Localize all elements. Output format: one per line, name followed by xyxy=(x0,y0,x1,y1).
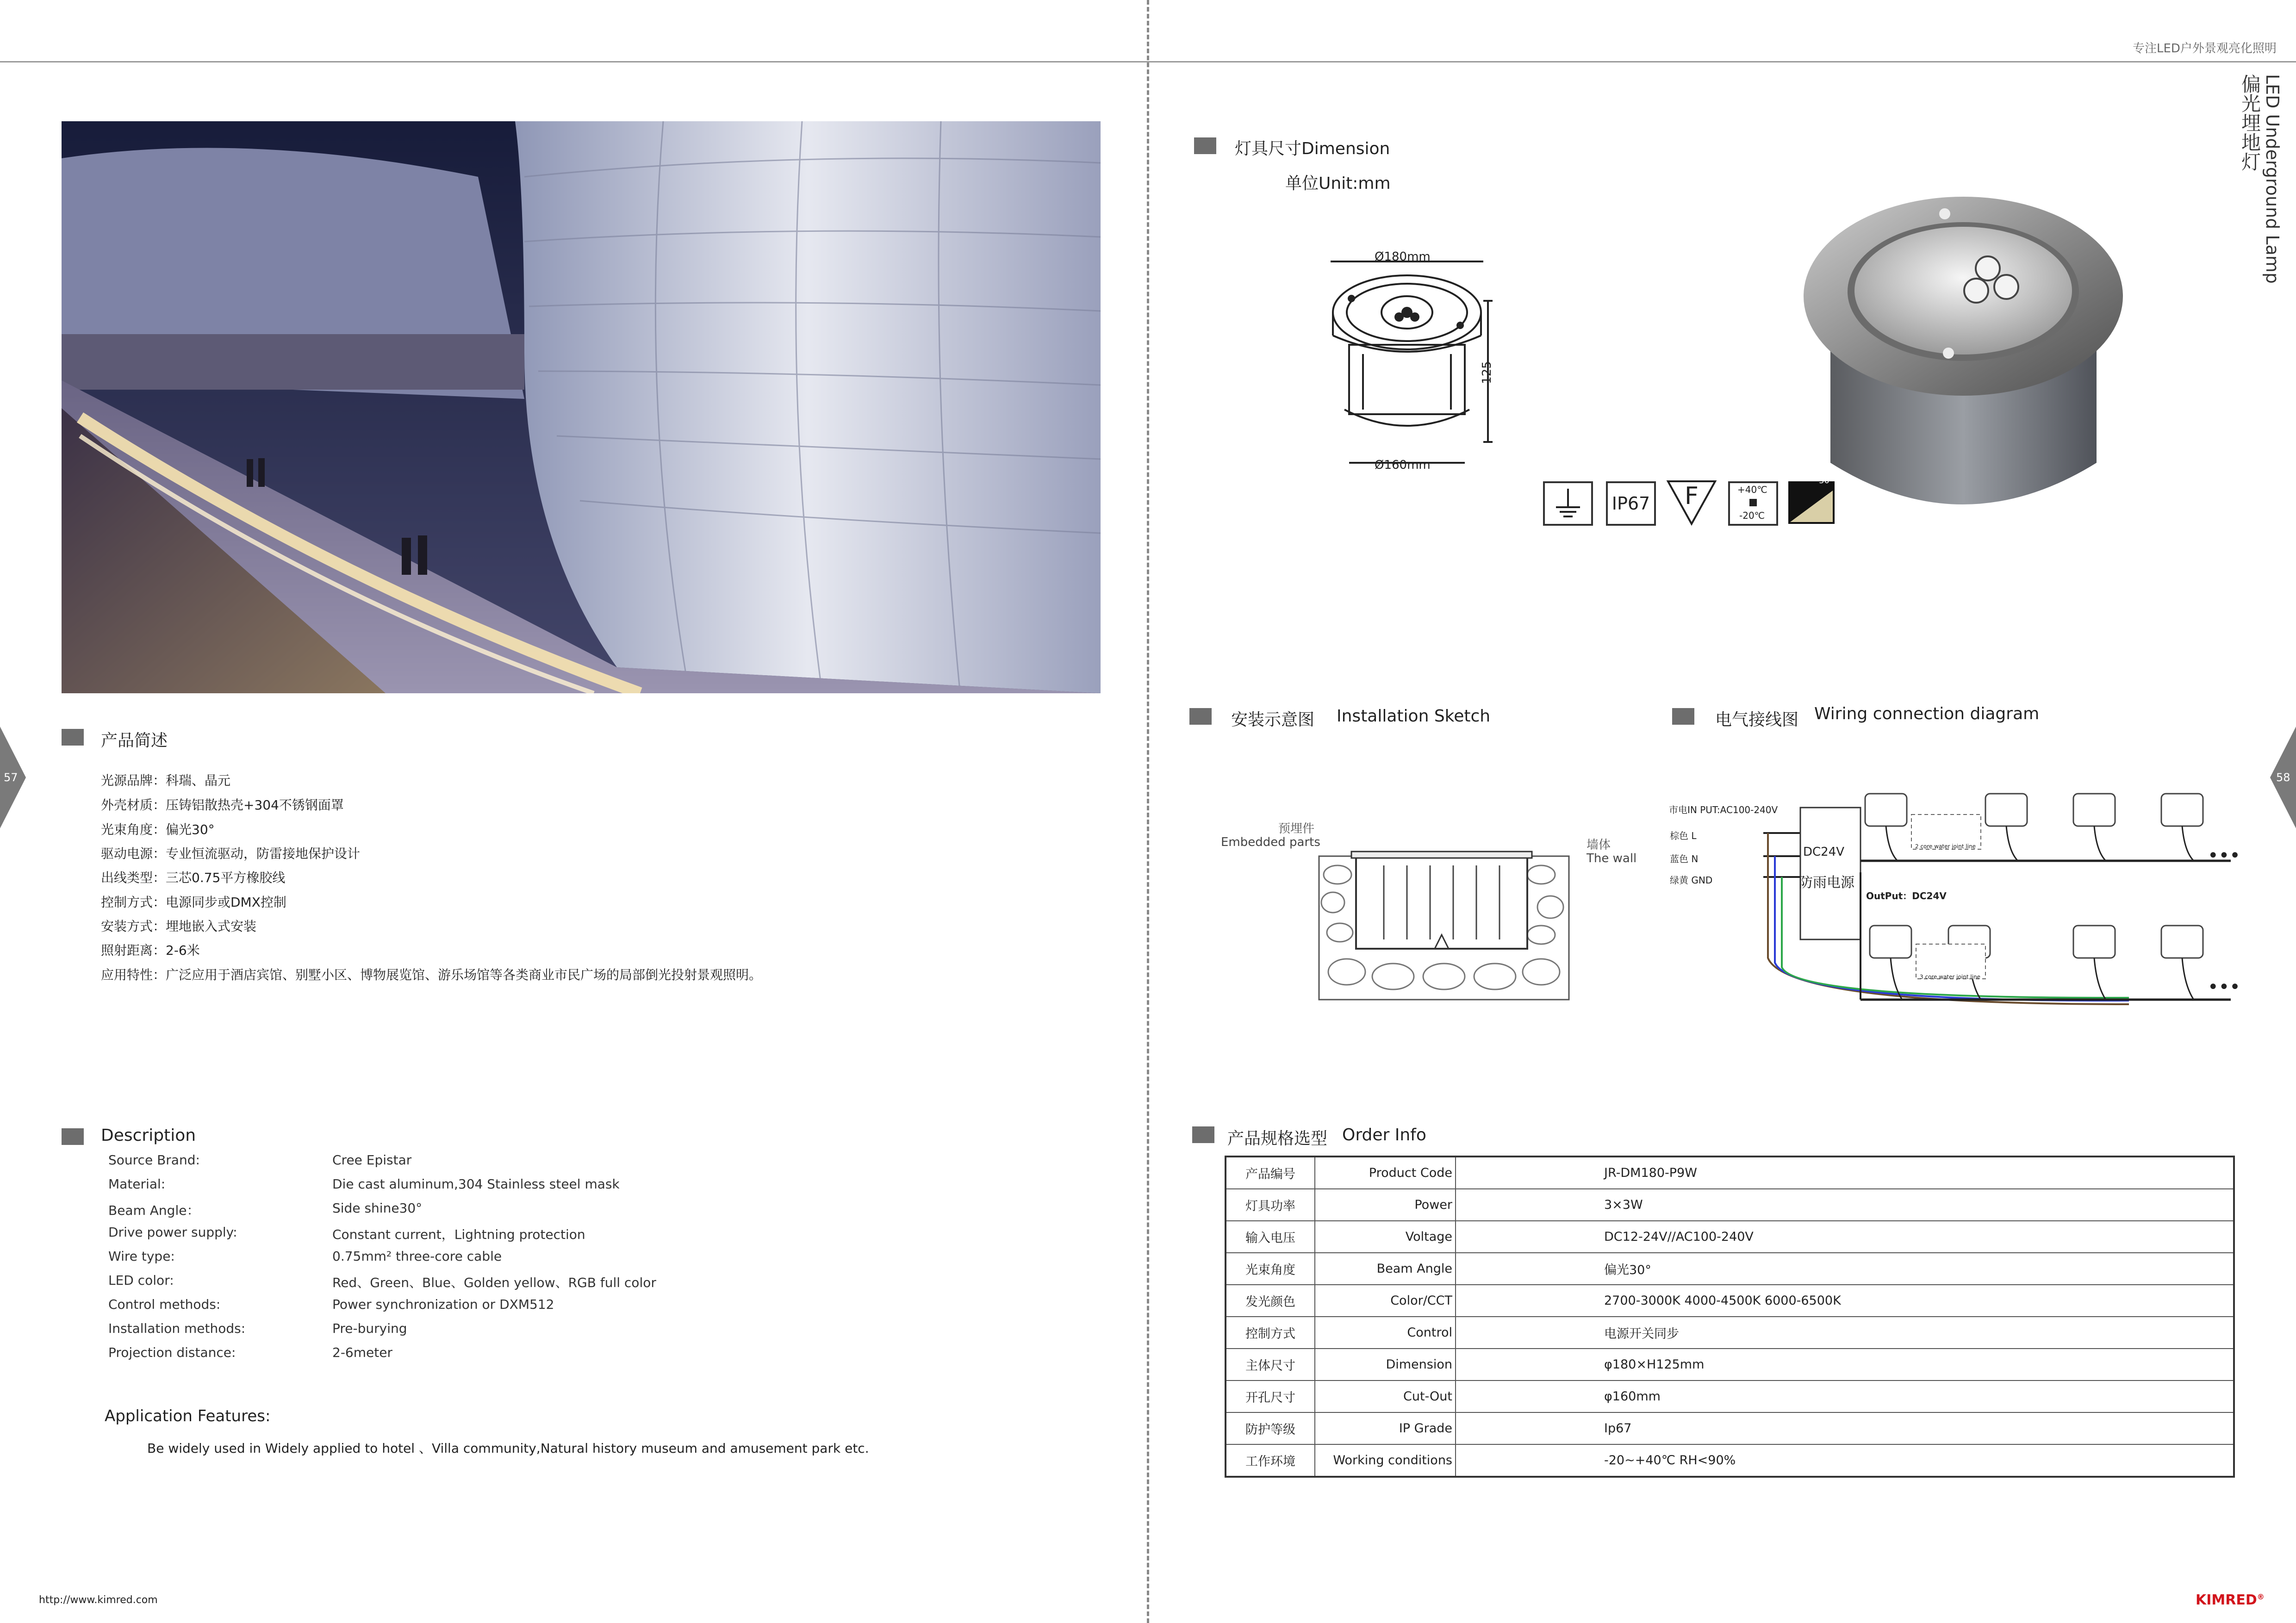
order-en: Working conditions xyxy=(1315,1444,1456,1477)
wiring-input: 市电IN PUT:AC100-240V xyxy=(1669,804,1778,815)
continuation-dots-bottom: ••• xyxy=(2208,976,2240,998)
page-number-left: 57 xyxy=(4,771,18,784)
brief-item: 出线类型：三芯0.75平方橡胶线 xyxy=(101,870,286,885)
order-en: Dimension xyxy=(1315,1349,1456,1380)
brief-item: 光束角度：偏光30° xyxy=(101,822,215,837)
order-en: Color/CCT xyxy=(1315,1285,1456,1317)
desc-label: Projection distance: xyxy=(108,1345,236,1360)
table-row xyxy=(1226,1412,2234,1444)
desc-label: Control methods: xyxy=(108,1297,221,1312)
order-value: JR-DM180-P9W xyxy=(1456,1157,2234,1189)
order-value: DC12-24V//AC100-240V xyxy=(1456,1221,2234,1253)
desc-value: Cree Epistar xyxy=(332,1152,412,1168)
brief-item: 安装方式：埋地嵌入式安装 xyxy=(101,919,257,934)
wiring-title-marker xyxy=(1672,708,1694,725)
ip67-icon xyxy=(1606,481,1656,526)
brand-mark: ® xyxy=(2257,1592,2265,1601)
order-cn: 开孔尺寸 xyxy=(1226,1380,1315,1412)
table-row xyxy=(1226,1221,2234,1253)
order-en: Control xyxy=(1315,1317,1456,1349)
desc-label: Wire type: xyxy=(108,1249,175,1264)
dimension-title: 灯具尺寸Dimension xyxy=(1235,139,1390,158)
brief-title: 产品简述 xyxy=(101,731,168,750)
desc-value: Power synchronization or DXM512 xyxy=(332,1297,554,1312)
temp-high: +40℃ xyxy=(1737,484,1767,495)
order-value: 3×3W xyxy=(1456,1189,2234,1221)
table-row xyxy=(1226,1253,2234,1285)
order-cn: 工作环境 xyxy=(1226,1444,1315,1477)
wall-en: The wall xyxy=(1587,852,1637,865)
order-value: 2700-3000K 4000-4500K 6000-6500K xyxy=(1456,1285,2234,1317)
temp-square xyxy=(1749,499,1757,506)
vertical-title-en: LED Underground Lamp xyxy=(2262,74,2283,284)
installation-title-en: Installation Sketch xyxy=(1337,707,1491,726)
dimension-bottom-diameter: Ø160mm xyxy=(1375,458,1431,472)
application-text: Be widely used in Widely applied to hotel 、Villa community,Natural history museum and amusement park etc. xyxy=(147,1441,869,1456)
center-fold xyxy=(1147,0,1149,1623)
order-en: Power xyxy=(1315,1189,1456,1221)
f-mark-label: F xyxy=(1685,482,1699,510)
desc-label: LED color: xyxy=(108,1273,174,1288)
psu-voltage: DC24V xyxy=(1803,845,1845,859)
order-title-en: Order Info xyxy=(1342,1126,1426,1144)
brief-title-marker xyxy=(62,729,84,746)
desc-value: Constant current，Lightning protection xyxy=(332,1227,585,1242)
desc-value: Pre-burying xyxy=(332,1321,407,1336)
dimension-unit: 单位Unit:mm xyxy=(1285,174,1391,193)
desc-label: Material: xyxy=(108,1176,166,1192)
embedded-parts-cn: 预埋件 xyxy=(1278,822,1315,836)
installation-sketch xyxy=(1314,833,1574,1004)
beam-angle-label: 30° xyxy=(1819,476,1834,485)
application-title: Application Features: xyxy=(105,1407,271,1425)
order-value: 电源开关同步 xyxy=(1456,1317,2234,1349)
order-title-marker xyxy=(1192,1126,1214,1143)
order-value: φ180×H125mm xyxy=(1456,1349,2234,1380)
beam-angle-icon xyxy=(1788,476,1835,524)
table-row xyxy=(1226,1317,2234,1349)
brief-item: 外壳材质：压铸铝散热壳+304不锈钢面罩 xyxy=(101,797,344,813)
description-title: Description xyxy=(101,1126,196,1145)
wall-cn: 墙体 xyxy=(1587,838,1611,852)
joint-label-bottom: 3 core water joint line xyxy=(1920,974,1981,980)
table-row xyxy=(1226,1444,2234,1477)
desc-value: Die cast aluminum,304 Stainless steel mask xyxy=(332,1176,620,1192)
table-row xyxy=(1226,1380,2234,1412)
continuation-dots-top: ••• xyxy=(2208,845,2240,866)
footer-url[interactable]: http://www.kimred.com xyxy=(39,1594,158,1606)
brief-item: 照射距离：2-6米 xyxy=(101,943,200,958)
wiring-title-cn: 电气接线图 xyxy=(1715,710,1799,729)
order-table xyxy=(1225,1156,2235,1478)
desc-label: Beam Angle： xyxy=(108,1203,200,1218)
wiring-title-en: Wiring connection diagram xyxy=(1814,704,2040,723)
table-row xyxy=(1226,1189,2234,1221)
desc-label: Drive power supply: xyxy=(108,1225,237,1240)
dimension-title-marker xyxy=(1194,137,1216,154)
brief-item: 应用特性：广泛应用于酒店宾馆、别墅小区、博物展览馆、游乐场馆等各类商业市民广场的局部倒光投射景观照明。 xyxy=(101,967,762,983)
header-slogan: 专注LED户外景观亮化照明 xyxy=(2133,42,2277,56)
embedded-parts-en: Embedded parts xyxy=(1221,835,1320,849)
ip67-label: IP67 xyxy=(1612,493,1650,514)
order-en: Voltage xyxy=(1315,1221,1456,1253)
wiring-output: OutPut：DC24V xyxy=(1866,890,1947,902)
order-cn: 发光颜色 xyxy=(1226,1285,1315,1317)
order-title-cn: 产品规格选型 xyxy=(1227,1129,1328,1148)
order-value: -20~+40℃ RH<90% xyxy=(1456,1444,2234,1477)
desc-value: 2-6meter xyxy=(332,1345,392,1360)
footer-brand xyxy=(2196,1592,2265,1608)
order-cn: 光束角度 xyxy=(1226,1253,1315,1285)
order-cn: 控制方式 xyxy=(1226,1317,1315,1349)
wiring-line-n: 蓝色 N xyxy=(1670,853,1699,864)
order-cn: 防护等级 xyxy=(1226,1412,1315,1444)
brief-item: 驱动电源：专业恒流驱动，防雷接地保护设计 xyxy=(101,846,361,861)
table-row xyxy=(1226,1157,2234,1189)
order-value: Ip67 xyxy=(1456,1412,2234,1444)
order-en: Product Code xyxy=(1315,1157,1456,1189)
desc-value: Red、Green、Blue、Golden yellow、RGB full color xyxy=(332,1275,656,1290)
joint-label-top: 2 core water joint line xyxy=(1915,843,1976,850)
order-value: 偏光30° xyxy=(1456,1253,2234,1285)
brief-item: 光源品牌：科瑞、晶元 xyxy=(101,773,231,788)
desc-value: 0.75mm² three-core cable xyxy=(332,1249,502,1264)
description-title-marker xyxy=(62,1128,84,1145)
product-image xyxy=(1796,185,2138,546)
installation-title-cn: 安装示意图 xyxy=(1231,710,1315,729)
order-cn: 灯具功率 xyxy=(1226,1189,1315,1221)
dimension-height: 125 xyxy=(1480,361,1494,384)
order-en: IP Grade xyxy=(1315,1412,1456,1444)
temp-low: -20℃ xyxy=(1739,510,1765,521)
wiring-line-l: 棕色 L xyxy=(1670,830,1697,841)
order-cn: 产品编号 xyxy=(1226,1157,1315,1189)
order-en: Beam Angle xyxy=(1315,1253,1456,1285)
wiring-line-gnd: 绿黄 GND xyxy=(1670,875,1713,886)
table-row xyxy=(1226,1349,2234,1380)
hero-photo xyxy=(62,121,1101,693)
order-en: Cut-Out xyxy=(1315,1380,1456,1412)
desc-label: Installation methods: xyxy=(108,1321,246,1336)
vertical-title-cn: 偏光埋地灯 xyxy=(2239,74,2261,171)
brand-name: KIMRED xyxy=(2196,1592,2257,1608)
psu-name: 防雨电源 xyxy=(1799,875,1854,891)
desc-value: Side shine30° xyxy=(332,1200,423,1216)
temperature-icon xyxy=(1728,481,1778,526)
order-value: φ160mm xyxy=(1456,1380,2234,1412)
table-row xyxy=(1226,1285,2234,1317)
installation-title-marker xyxy=(1189,708,1212,725)
ground-icon xyxy=(1543,481,1593,526)
f-mark-icon xyxy=(1666,479,1717,526)
dimension-top-diameter: Ø180mm xyxy=(1375,250,1431,264)
page-number-right: 58 xyxy=(2276,771,2290,784)
order-cn: 输入电压 xyxy=(1226,1221,1315,1253)
desc-label: Source Brand: xyxy=(108,1152,200,1168)
order-cn: 主体尺寸 xyxy=(1226,1349,1315,1380)
brief-item: 控制方式：电源同步或DMX控制 xyxy=(101,895,286,910)
